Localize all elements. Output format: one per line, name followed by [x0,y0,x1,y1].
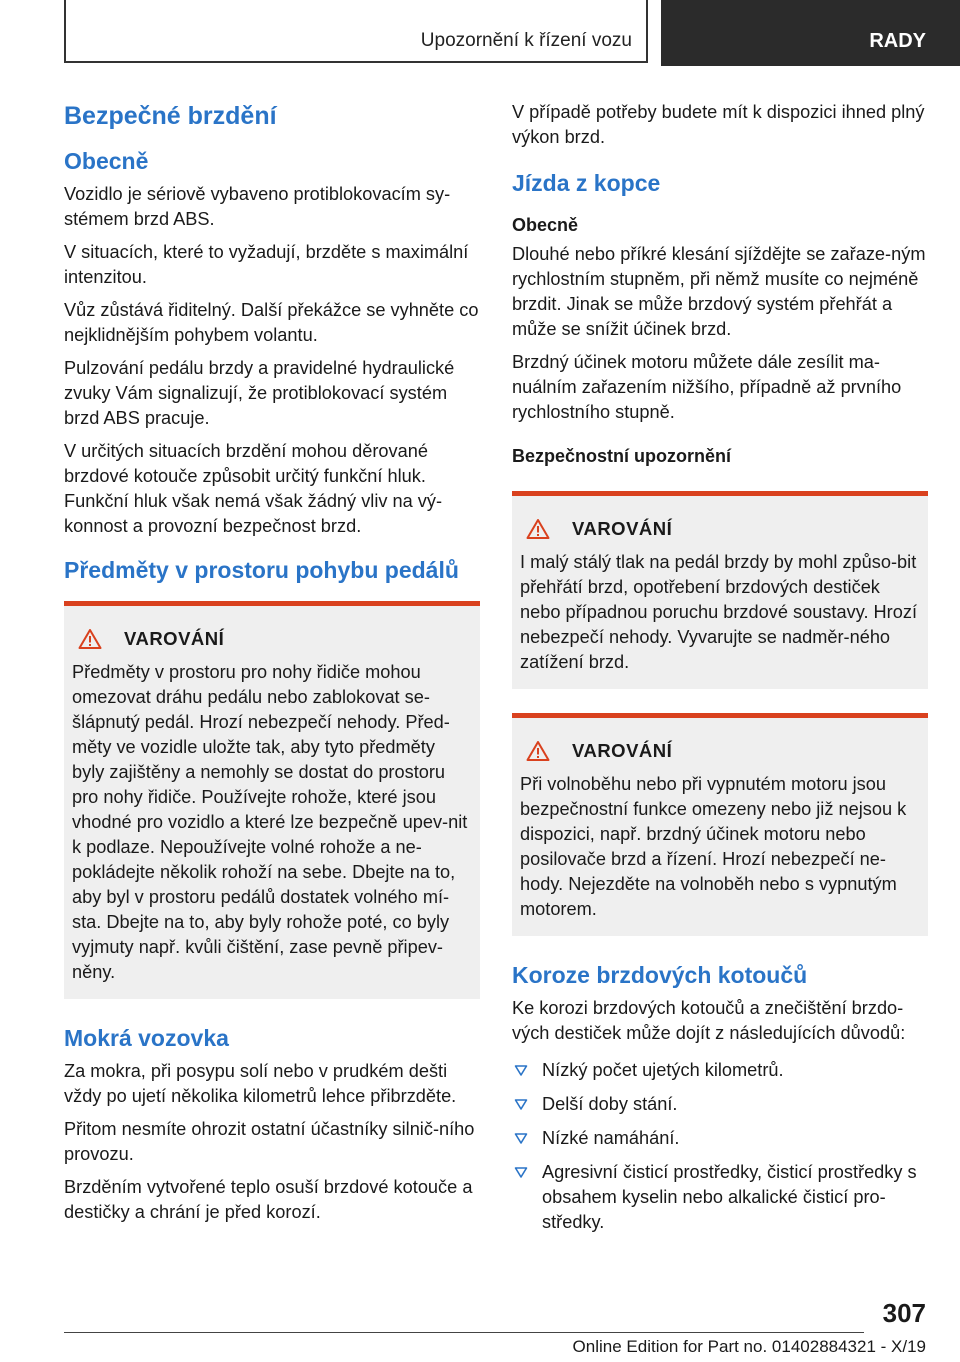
warning-title: VAROVÁNÍ [572,740,673,761]
pedal-objects-heading: Předměty v prostoru pohybu pedálů [64,557,459,583]
warning-box [64,601,480,999]
paragraph: V určitých situacích brzdění mohou děrované brzdové kotouče způsobit určitý funkční hluk. Funkční hluk však nemá však žádný vliv na vý-konnost a provozní bezpečnost brzd. [64,441,443,536]
paragraph: Ke korozi brzdových kotoučů a znečištění brzdo-vých destiček může dojít z následujících důvodů: [512,998,906,1043]
safety-notes-heading: Bezpečnostní upozornění [512,446,732,466]
paragraph: Pulzování pedálu brzdy a pravidelné hydraulické zvuky Vám signalizují, že protiblokovací systém brzd ABS pracuje. [64,358,455,428]
triangle-bullet-icon [514,1162,528,1182]
warning-title: VAROVÁNÍ [572,518,673,539]
warning-triangle-icon [520,738,572,764]
warning-header [72,626,470,652]
main-title: Bezpečné brzdění [64,102,277,130]
header-chapter-box [64,0,648,63]
list-item [512,1058,928,1083]
list-item-text: Nízký počet ujetých kilometrů. [542,1060,784,1080]
warning-text: Předměty v prostoru pro nohy řidiče mohou omezovat dráhu pedálu nebo zablokovat se-šlápnutý pedál. Hrozí nebezpečí nehody. Před-měty ve vozidle uložte tak, aby tyto předměty byly zajištěny a nemohly se dostat do prostoru pro nohy řidiče. Používejte rohože, které jsou vhodné pro vozidlo a které lze bezpečně upev-nit k podlaze. Nepoužívejte volné rohože a ne-pokládejte několik rohoží na sebe. Dbejte na to, aby byl v prostoru pedálů dostatek volného mí-sta. Dbejte na to, aby byly rohože poté, co byly vyjmuty např. kvůli čištění, zase pevně připev-něny. [72,662,468,982]
paragraph: Vozidlo je sériově vybaveno protiblokovacím sy-stémem brzd ABS. [64,184,451,229]
edition-text: Online Edition for Part no. 01402884321 - X/19 [572,1337,926,1356]
list-item-text: Delší doby stání. [542,1094,678,1114]
warning-text: Při volnoběhu nebo při vypnutém motoru jsou bezpečnostní funkce omezeny nebo již nejsou k dispozici, např. brzdný účinek motoru nebo posilovače brzd a řízení. Hrozí nebezpečí ne-hody. Nejezděte na volnoběh nebo s vypnutým motorem. [520,774,907,919]
triangle-bullet-icon [514,1094,528,1114]
section-tab-label: RADY [869,30,926,52]
warning-box [512,713,928,936]
paragraph: V případě potřeby budete mít k dispozici ihned plný výkon brzd. [512,102,925,147]
warning-header [520,738,918,764]
list-item-text: Agresivní čisticí prostředky, čisticí prostředky s obsahem kyselin nebo alkalické čisticí pro-středky. [542,1162,917,1232]
left-column [64,100,480,1233]
footer-divider [64,1332,864,1333]
paragraph: Za mokra, při posypu solí nebo v prudkém dešti vždy po ujetí několika kilometrů lehce přibrzděte. [64,1061,457,1106]
page-header [64,0,960,66]
paragraph: Vůz zůstává řiditelný. Další překážce se vyhněte co nejklidnějším pohybem volantu. [64,300,479,345]
list-item [512,1126,928,1151]
corrosion-cause-list [512,1058,928,1235]
warning-triangle-icon [72,626,124,652]
paragraph: Dlouhé nebo příkré klesání sjíždějte se zařaze-ným rychlostním stupněm, při němž musíte co nejméně brzdit. Jinak se může brzdový systém přehřát a může se snížit účinek brzd. [512,244,926,339]
header-section-tab [661,0,960,66]
downhill-heading: Jízda z kopce [512,170,661,196]
list-item [512,1160,928,1235]
page-number: 307 [882,1298,926,1328]
downhill-subheading: Obecně [512,215,579,235]
paragraph: V situacích, které to vyžadují, brzděte s maximální intenzitou. [64,242,469,287]
list-item-text: Nízké namáhání. [542,1128,680,1148]
warning-header [520,516,918,542]
triangle-bullet-icon [514,1128,528,1148]
triangle-bullet-icon [514,1060,528,1080]
paragraph: Brzděním vytvořené teplo osuší brzdové kotouče a destičky a chrání je před korozí. [64,1177,473,1222]
warning-title: VAROVÁNÍ [124,628,225,649]
wet-road-heading: Mokrá vozovka [64,1025,229,1051]
paragraph: Brzdný účinek motoru můžete dále zesílit ma-nuálním zařazením nižšího, případně až prvního rychlostního stupně. [512,352,902,422]
general-heading: Obecně [64,148,149,174]
list-item [512,1092,928,1117]
warning-box [512,491,928,689]
warning-text: I malý stálý tlak na pedál brzdy by mohl způso-bit přehřátí brzd, opotřebení brzdových destiček nebo případnou poruchu brzdové soustavy. Hrozí nebezpečí nehody. Vyvarujte se nadměr-ného zatížení brzd. [520,552,917,672]
chapter-title: Upozornění k řízení vozu [420,30,632,51]
corrosion-heading: Koroze brzdových kotoučů [512,962,808,988]
warning-triangle-icon [520,516,572,542]
paragraph: Přitom nesmíte ohrozit ostatní účastníky silnič-ního provozu. [64,1119,475,1164]
right-column [512,100,928,1244]
